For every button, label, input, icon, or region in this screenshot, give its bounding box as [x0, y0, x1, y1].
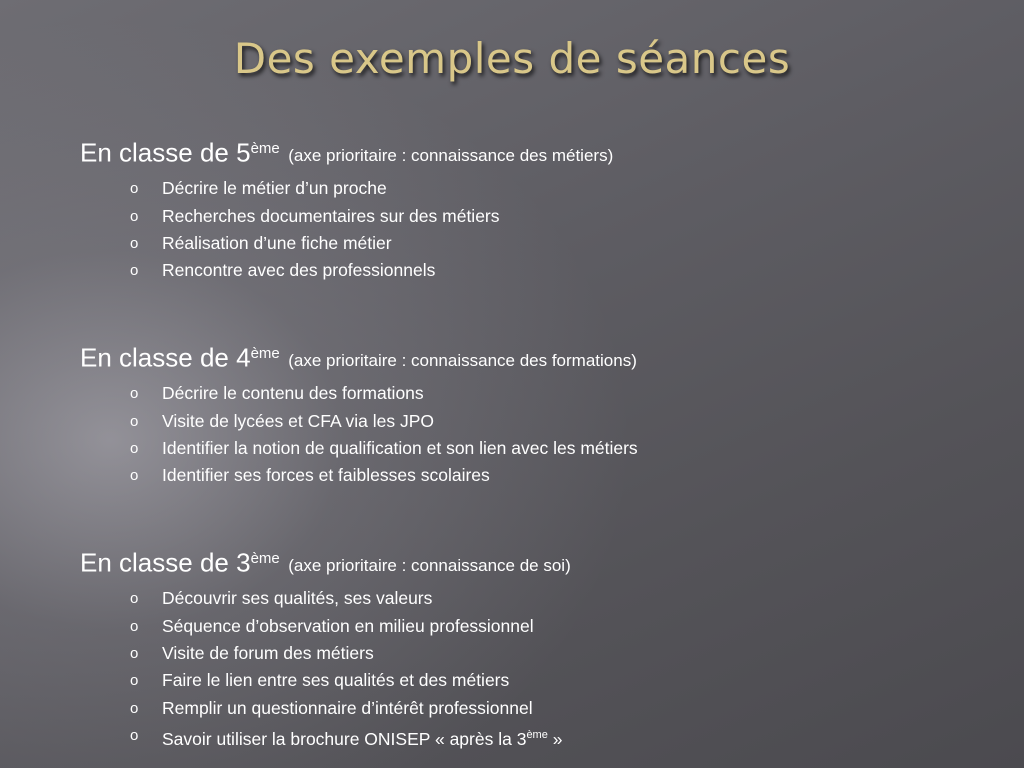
list-item [80, 435, 980, 462]
list-item-text: Décrire le métier d’un proche [162, 178, 387, 199]
list-item-text: Savoir utiliser la brochure ONISEP « après la 3 [162, 728, 527, 749]
bullet-list [80, 175, 980, 284]
section-note: (axe prioritaire : connaissance des métiers) [288, 146, 614, 166]
section-heading [80, 136, 980, 172]
superscript: ème [526, 728, 548, 741]
bullet-icon: o [130, 467, 139, 485]
list-item [80, 380, 980, 407]
list-item-text: Identifier ses forces et faiblesses scolaires [162, 465, 490, 486]
section-title: En classe de 5 [80, 137, 251, 168]
bullet-icon: o [130, 617, 139, 635]
section-3eme [80, 546, 980, 753]
superscript: ème [250, 345, 280, 362]
section-5eme [80, 136, 980, 285]
section-4eme [80, 341, 980, 490]
section-heading [80, 341, 980, 377]
list-item [80, 722, 980, 753]
bullet-icon: o [130, 385, 139, 403]
list-item [80, 203, 980, 230]
bullet-icon: o [130, 726, 139, 744]
list-item [80, 175, 980, 202]
list-item [80, 640, 980, 667]
list-item-text: Réalisation d’une fiche métier [162, 232, 392, 253]
superscript: ème [250, 140, 280, 157]
list-item-text: Faire le lien entre ses qualités et des métiers [162, 670, 510, 691]
section-note: (axe prioritaire : connaissance de soi) [288, 556, 571, 576]
list-item-text: Remplir un questionnaire d’intérêt professionnel [162, 697, 533, 718]
list-item [80, 408, 980, 435]
list-item-text: Identifier la notion de qualification et son lien avec les métiers [162, 437, 638, 458]
list-item-text: Recherches documentaires sur des métiers [162, 205, 500, 226]
bullet-icon: o [130, 439, 139, 457]
bullet-icon: o [130, 672, 139, 690]
bullet-icon: o [130, 207, 139, 225]
bullet-icon: o [130, 234, 139, 252]
list-item [80, 695, 980, 722]
list-item-text: Visite de lycées et CFA via les JPO [162, 410, 435, 431]
section-title: En classe de 3 [80, 547, 251, 578]
list-item-text: Séquence d’observation en milieu professionnel [162, 615, 534, 636]
list-item [80, 667, 980, 694]
section-heading [80, 546, 980, 582]
list-item [80, 462, 980, 489]
bullet-icon: o [130, 412, 139, 430]
bullet-list [80, 585, 980, 753]
bullet-icon: o [130, 262, 139, 280]
section-title: En classe de 4 [80, 342, 251, 373]
list-item-text: Visite de forum des métiers [162, 642, 374, 663]
bullet-icon: o [130, 699, 139, 717]
section-note: (axe prioritaire : connaissance des formations) [288, 351, 637, 371]
list-item [80, 613, 980, 640]
list-item-text: Rencontre avec des professionnels [162, 260, 436, 281]
list-item-text: Décrire le contenu des formations [162, 383, 424, 404]
list-item [80, 257, 980, 284]
list-item [80, 230, 980, 257]
bullet-icon: o [130, 590, 139, 608]
bullet-icon: o [130, 180, 139, 198]
slide-title: Des exemples de séances [233, 34, 791, 83]
bullet-icon: o [130, 644, 139, 662]
list-item-text: Découvrir ses qualités, ses valeurs [162, 588, 433, 609]
list-item-tail: » [547, 728, 563, 749]
superscript: ème [250, 550, 280, 567]
bullet-list [80, 380, 980, 489]
list-item [80, 585, 980, 612]
